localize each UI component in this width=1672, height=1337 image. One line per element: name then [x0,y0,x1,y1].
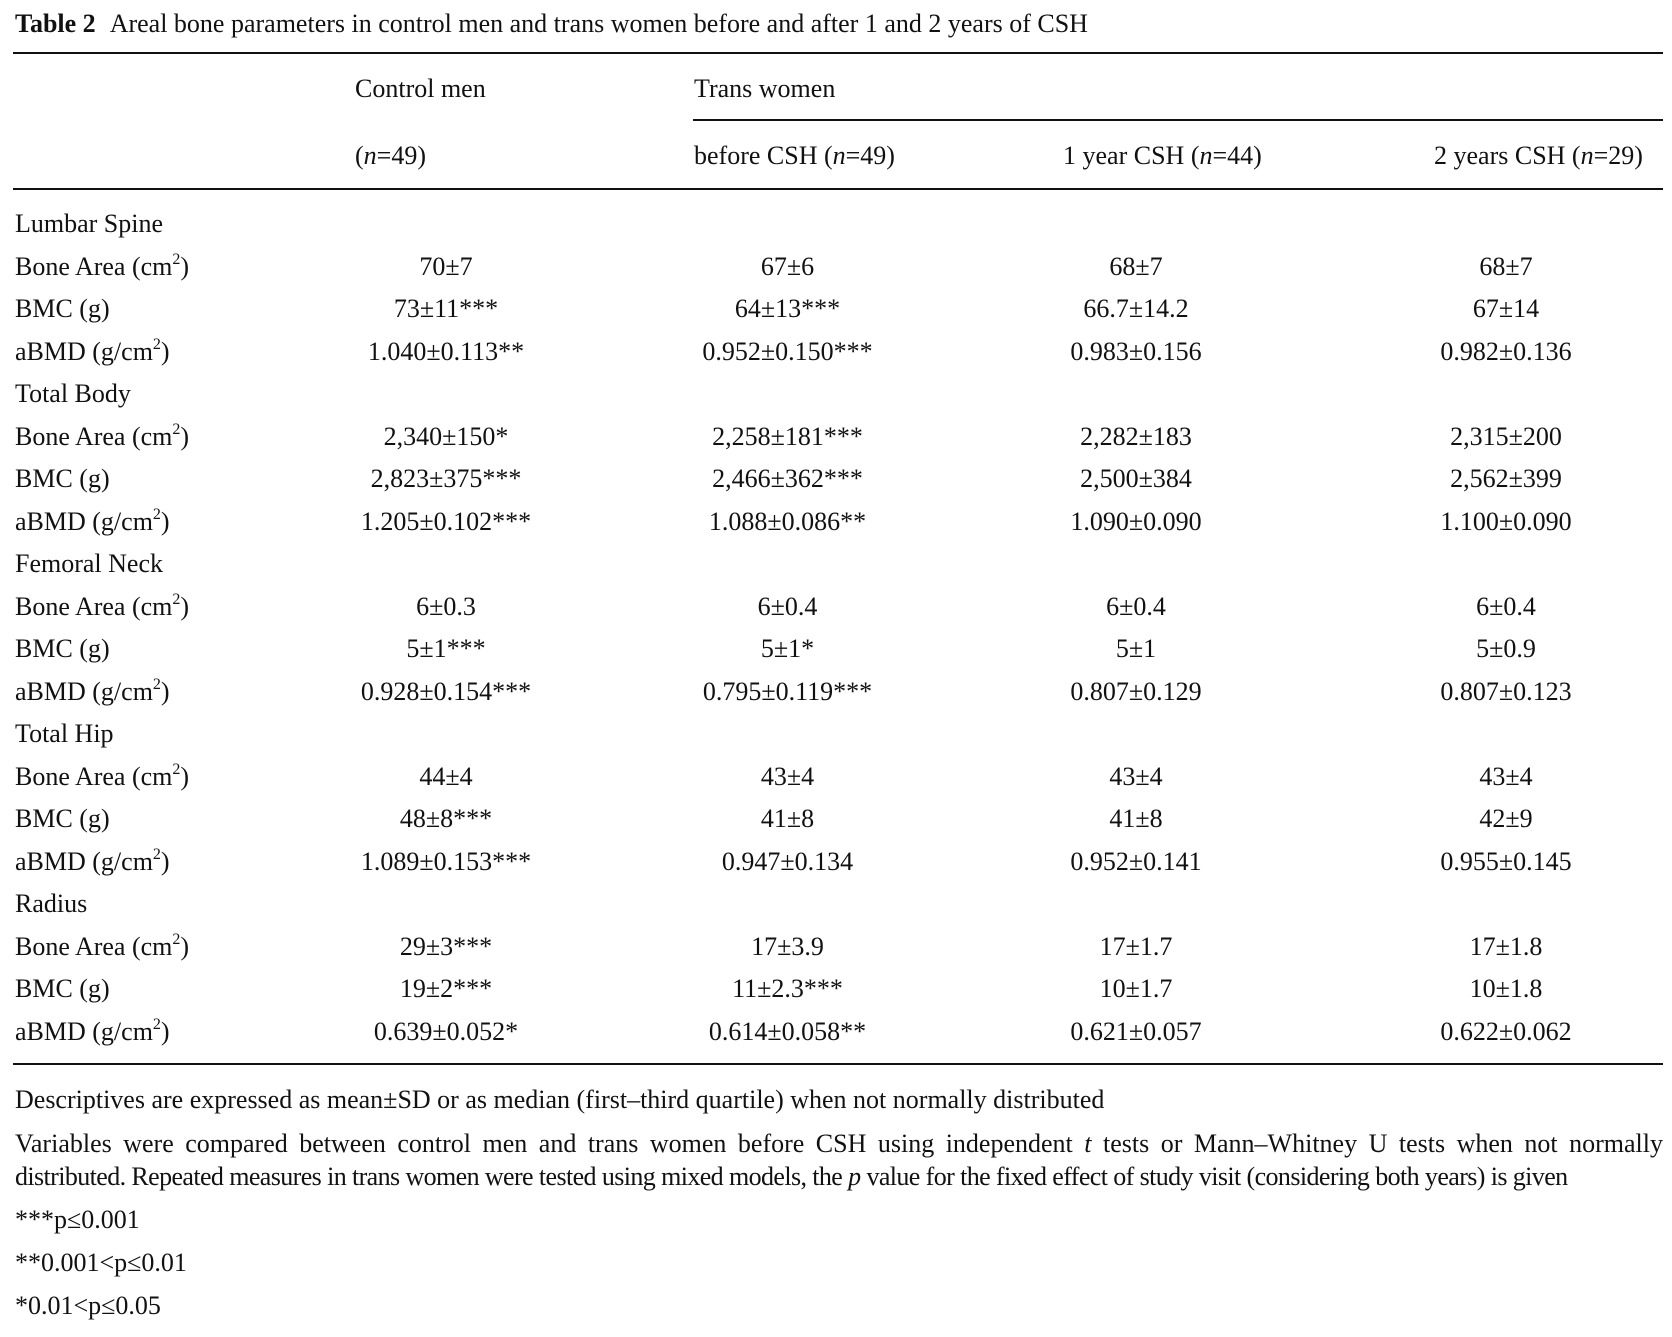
value-cell: 17±1.7 [1099,931,1173,961]
value-cell: 5±1* [760,634,815,663]
value-cell: 0.955±0.145 [1440,846,1572,876]
table-row [0,968,1672,1011]
value-cell: 6±0.4 [757,591,818,621]
row-label-text: aBMD (g/cm [15,846,153,876]
row-label-sup: 2 [172,760,181,778]
value-cell: 44±4 [419,761,473,791]
trans-women-rule [693,119,1663,121]
table-row [0,586,1672,629]
value-cell: 1.040±0.113** [367,336,525,366]
subheader-1-year: 1 year CSH (n=44) [1063,141,1262,170]
footnote-methods-line2: distributed. Repeated measures in trans women were tested using mixed models, the p value for the fixed effect of study visit (considering both years) is given [15,1162,1568,1191]
table-row [0,1011,1672,1054]
value-cell: 2,562±399 [1450,464,1562,493]
value-cell: 42±9 [1479,804,1533,833]
row-label-text: aBMD (g/cm [15,336,153,366]
footnote-methods-line1: Variables were compared between control men and trans women before CSH using independent t tests or Mann–Whitney U tests when not normally [15,1129,1663,1158]
section-row [0,373,1672,416]
top-rule [13,52,1663,54]
row-label-sup: 2 [152,675,161,693]
row-label-text: BMC (g) [15,634,110,663]
table-label: Table 2 [15,9,96,38]
value-cell: 2,315±200 [1450,421,1562,451]
footnote-sig-001: ***p≤0.001 [15,1205,140,1234]
row-label [15,636,110,662]
row-label [15,675,170,706]
value-cell: 2,466±362*** [712,464,863,493]
value-cell: 70±7 [419,251,473,281]
value-cell: 1.089±0.153*** [360,846,532,876]
value-cell: 17±3.9 [751,931,824,961]
header-control-men: Control men [355,74,486,103]
value-cell: 68±7 [1479,251,1533,281]
table-row [0,416,1672,459]
row-label-sup: 2 [172,590,181,608]
value-cell: 0.952±0.150*** [702,336,873,366]
subheader-2-years: 2 years CSH (n=29) [1434,141,1643,170]
row-label-after: ) [160,506,170,536]
table-row [0,671,1672,714]
row-label-sup: 2 [152,845,161,863]
row-label [15,976,110,1002]
section-title: Femoral Neck [15,549,164,578]
value-cell: 64±13*** [734,294,841,323]
table-row [0,798,1672,841]
value-cell: 43±4 [1479,761,1533,791]
row-label-sup: 2 [152,335,161,353]
value-cell: 6±0.3 [416,591,476,621]
value-cell: 6±0.4 [1106,591,1166,621]
value-cell: 0.983±0.156 [1070,336,1202,366]
value-cell: 67±14 [1472,294,1540,323]
row-label [15,806,110,832]
value-cell: 68±7 [1109,251,1163,281]
table-row [0,756,1672,799]
row-label-after: ) [160,336,170,366]
footnote-sig-01: **0.001<p≤0.01 [15,1248,187,1277]
row-label-sup: 2 [172,250,181,268]
row-label-after: ) [160,1016,170,1046]
value-cell: 0.982±0.136 [1440,336,1572,366]
value-cell: 66.7±14.2 [1083,294,1189,323]
row-label-text: aBMD (g/cm [15,506,153,536]
row-label-text: Bone Area (cm [15,591,173,621]
value-cell: 0.807±0.123 [1440,676,1572,706]
table-row [0,331,1672,374]
subheader-control: (n=49) [355,141,426,170]
row-label-sup: 2 [172,420,181,438]
table-caption [15,11,1088,37]
row-label-text: BMC (g) [15,464,110,493]
row-label-after: ) [180,421,190,451]
value-cell: 0.947±0.134 [721,846,854,876]
row-label-text: Bone Area (cm [15,931,173,961]
value-cell: 73±11*** [393,294,499,323]
section-row [0,883,1672,926]
table-title: Areal bone parameters in control men and trans women before and after 1 and 2 years of CSH [109,9,1088,38]
value-cell: 1.100±0.090 [1440,506,1572,536]
value-cell: 2,823±375*** [370,464,522,493]
row-label [15,1015,170,1046]
row-label-sup: 2 [152,1015,161,1033]
row-label [15,760,190,791]
row-label-after: ) [180,591,190,621]
row-label [15,466,110,492]
row-label-after: ) [180,761,190,791]
row-label-sup: 2 [172,930,181,948]
row-label [15,296,110,322]
value-cell: 2,258±181*** [712,421,863,451]
row-label-sup: 2 [152,505,161,523]
value-cell: 11±2.3*** [732,974,843,1003]
footnote-sig-05: *0.01<p≤0.05 [15,1291,161,1320]
section-row [0,543,1672,586]
header-trans-women: Trans women [694,74,836,103]
value-cell: 10±1.7 [1099,974,1173,1003]
row-label [15,335,170,366]
header-rule [13,188,1663,190]
section-row [0,713,1672,756]
value-cell: 0.639±0.052* [373,1016,519,1046]
value-cell: 0.795±0.119*** [702,676,873,706]
row-label [15,930,190,961]
value-cell: 10±1.8 [1469,974,1543,1003]
bottom-rule [13,1063,1663,1065]
value-cell: 0.614±0.058** [708,1016,867,1046]
table-body [0,203,1672,1053]
value-cell: 1.205±0.102*** [360,506,532,536]
section-row [0,203,1672,246]
subheader-before-csh: before CSH (n=49) [694,141,895,170]
value-cell: 17±1.8 [1469,931,1543,961]
value-cell: 0.807±0.129 [1070,676,1202,706]
row-label [15,845,170,876]
value-cell: 67±6 [760,251,815,281]
value-cell: 29±3*** [399,931,493,961]
footnote-descriptives: Descriptives are expressed as mean±SD or as median (first–third quartile) when not normally distributed [15,1085,1105,1114]
row-label-after: ) [180,251,190,281]
value-cell: 2,282±183 [1080,421,1192,451]
section-title: Lumbar Spine [15,209,164,238]
value-cell: 5±1 [1115,634,1157,663]
value-cell: 5±1*** [406,634,486,663]
value-cell: 0.928±0.154*** [360,676,532,706]
row-label [15,505,170,536]
row-label [15,250,190,281]
value-cell: 2,500±384 [1080,464,1192,493]
value-cell: 43±4 [1109,761,1163,791]
row-label-text: Bone Area (cm [15,421,173,451]
value-cell: 0.952±0.141 [1070,846,1202,876]
section-title: Total Hip [15,719,114,748]
value-cell: 1.088±0.086** [708,506,867,536]
value-cell: 1.090±0.090 [1070,506,1202,536]
row-label-after: ) [180,931,190,961]
section-title: Radius [15,889,88,918]
value-cell: 2,340±150* [383,421,509,451]
value-cell: 48±8*** [399,804,493,833]
row-label-text: Bone Area (cm [15,251,173,281]
value-cell: 41±8 [1109,804,1163,833]
row-label-text: Bone Area (cm [15,761,173,791]
value-cell: 0.622±0.062 [1440,1016,1572,1046]
row-label-text: BMC (g) [15,974,110,1003]
value-cell: 19±2*** [399,974,493,1003]
table-row [0,841,1672,884]
row-label [15,590,190,621]
row-label-text: aBMD (g/cm [15,676,153,706]
table-row [0,926,1672,969]
section-title: Total Body [15,379,131,408]
row-label-after: ) [160,676,170,706]
value-cell: 5±0.9 [1476,634,1536,663]
table-row [0,288,1672,331]
value-cell: 6±0.4 [1476,591,1536,621]
value-cell: 41±8 [760,804,815,833]
value-cell: 43±4 [760,761,815,791]
row-label-text: aBMD (g/cm [15,1016,153,1046]
row-label-text: BMC (g) [15,804,110,833]
table-row [0,246,1672,289]
value-cell: 0.621±0.057 [1070,1016,1202,1046]
table-row [0,458,1672,501]
row-label-text: BMC (g) [15,294,110,323]
table-row [0,501,1672,544]
row-label [15,420,190,451]
table-row [0,628,1672,671]
row-label-after: ) [160,846,170,876]
